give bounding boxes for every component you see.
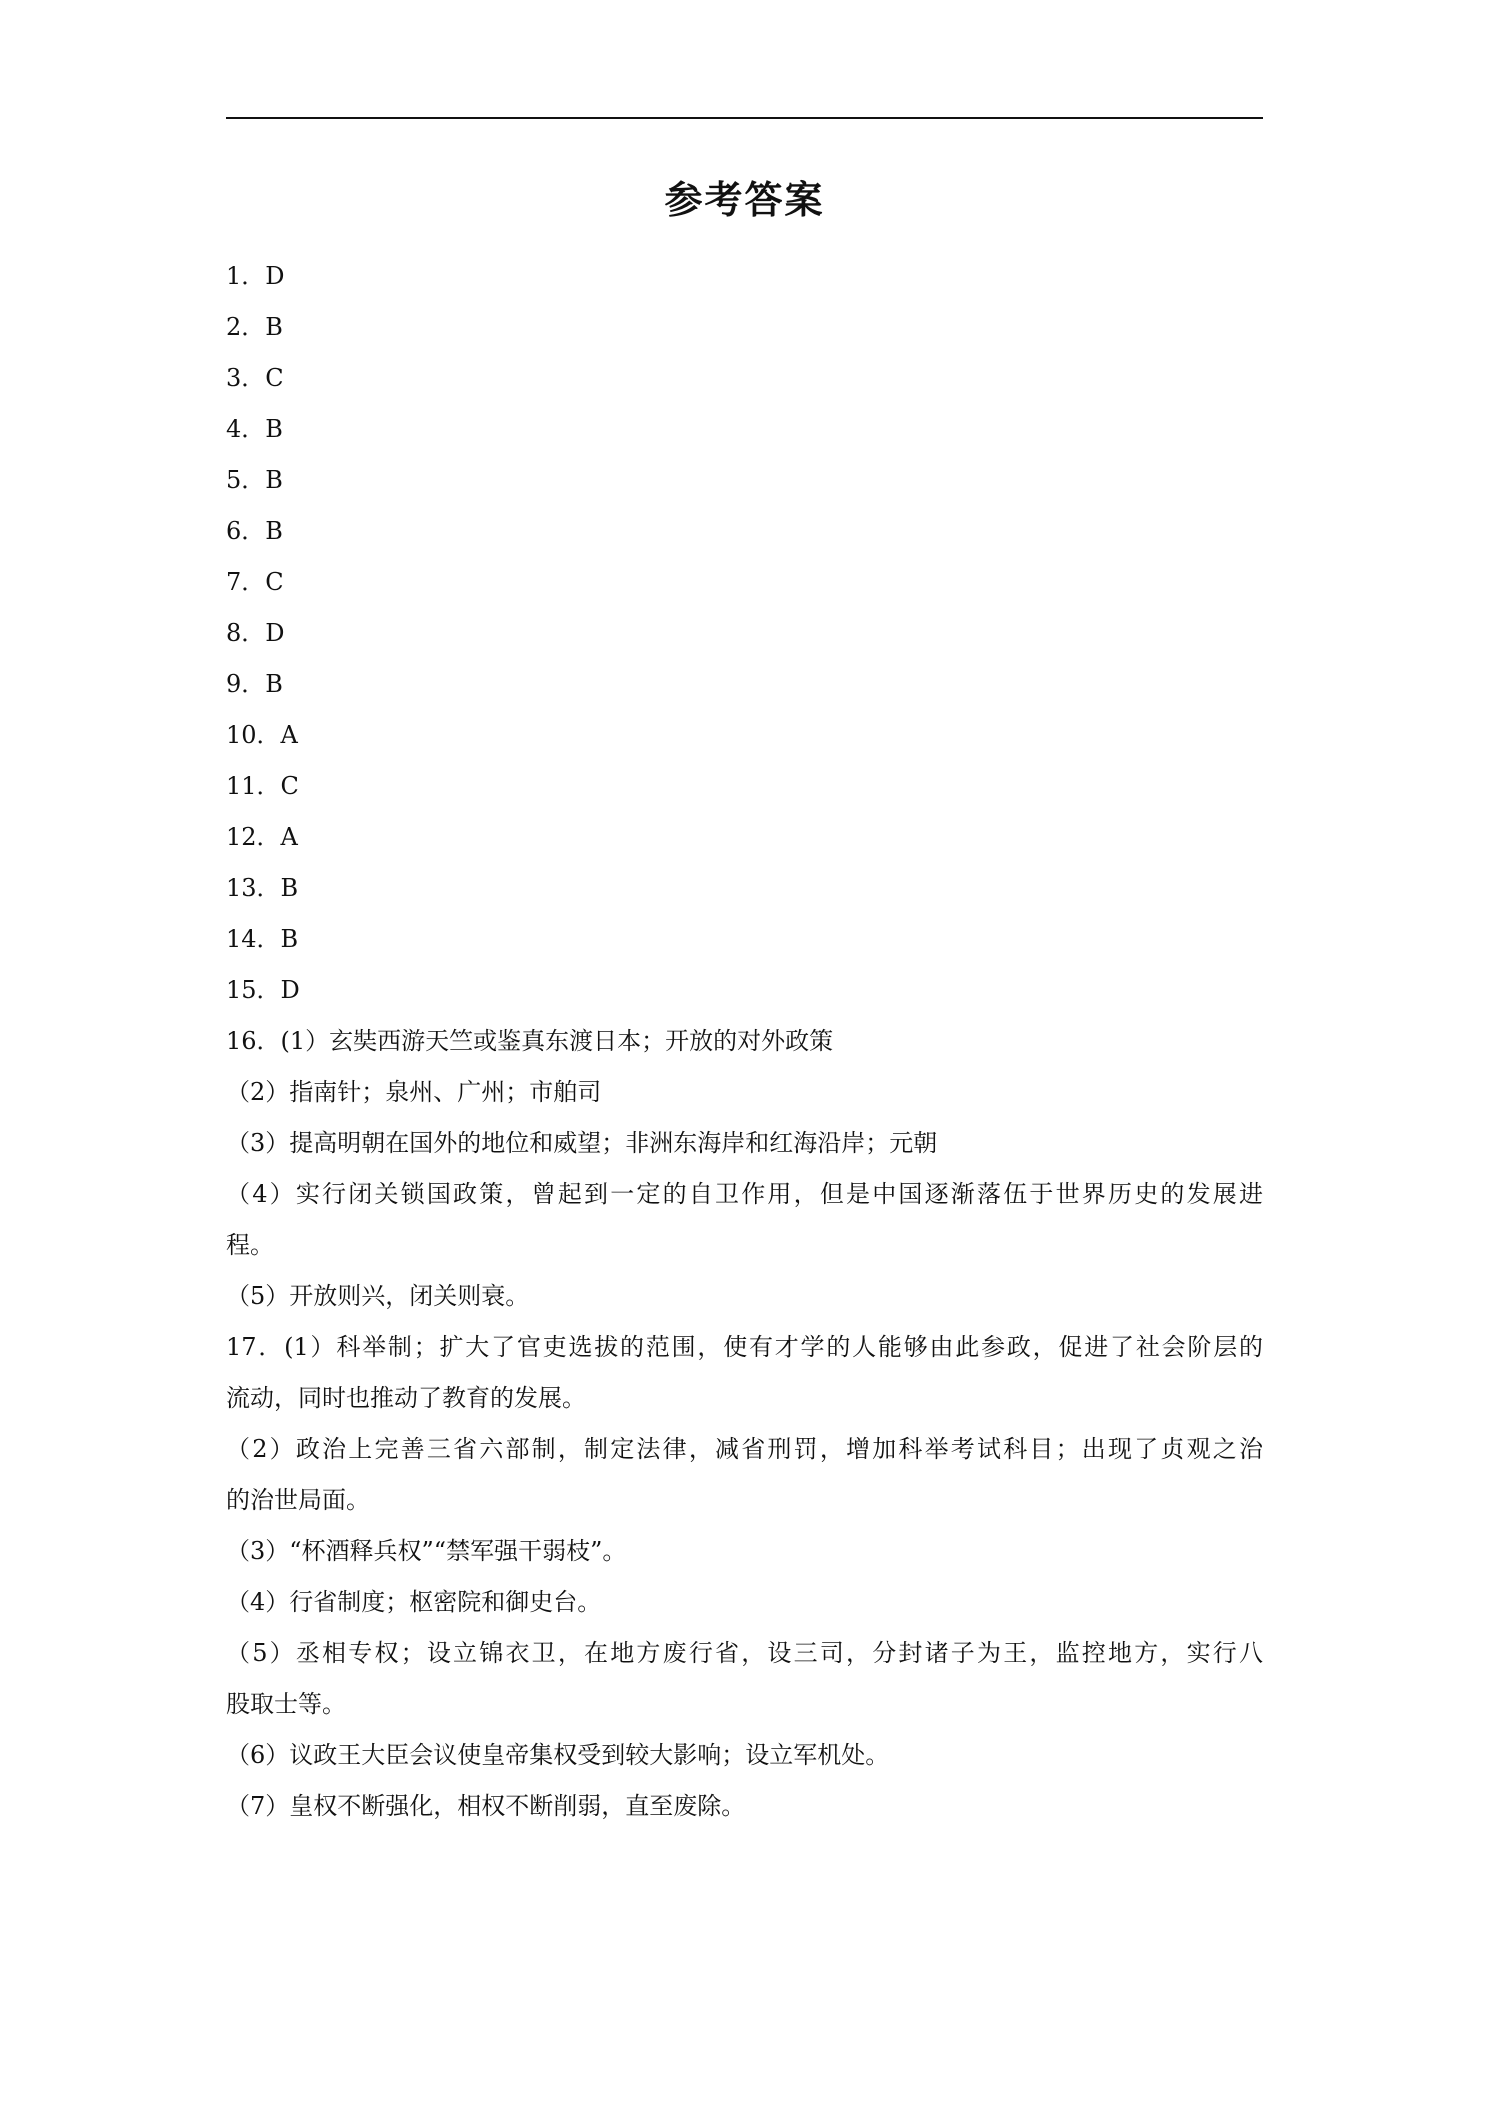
answer-line-1: 1．D <box>226 262 285 290</box>
answer-line-2: 2．B <box>226 313 283 341</box>
answer-16-part-3: （3）提高明朝在国外的地位和威望；非洲东海岸和红海沿岸；元朝 <box>226 1129 938 1157</box>
answer-line-15: 15．D <box>226 976 300 1004</box>
answer-17-part-6: （6）议政王大臣会议使皇帝集权受到较大影响；设立军机处。 <box>226 1741 890 1769</box>
page-title: 参考答案 <box>664 177 825 222</box>
answer-16-part-4-continued: 程。 <box>226 1231 274 1259</box>
answer-line-6: 6．B <box>226 517 283 545</box>
answer-17-part-4: （4）行省制度；枢密院和御史台。 <box>226 1588 602 1616</box>
answer-list <box>226 256 1263 1837</box>
answer-line-8: 8．D <box>226 619 285 647</box>
answer-16-part-5: （5）开放则兴，闭关则衰。 <box>226 1282 530 1310</box>
answer-17-part-5: （5）丞相专权；设立锦衣卫，在地方废行省，设三司，分封诸子为王，监控地方，实行八 <box>226 1639 1263 1667</box>
answer-17-part-2: （2）政治上完善三省六部制，制定法律，减省刑罚，增加科举考试科目；出现了贞观之治 <box>226 1435 1263 1463</box>
answer-17-part-1-continued: 流动，同时也推动了教育的发展。 <box>226 1384 586 1412</box>
answer-line-13: 13．B <box>226 874 299 902</box>
answer-line-9: 9．B <box>226 670 283 698</box>
answer-16-part-4: （4）实行闭关锁国政策，曾起到一定的自卫作用，但是中国逐渐落伍于世界历史的发展进 <box>226 1180 1263 1208</box>
answer-line-4: 4．B <box>226 415 283 443</box>
answer-17-part-3: （3）“杯酒释兵权”“禁军强干弱枝”。 <box>226 1537 627 1565</box>
answer-17-part-5-continued: 股取士等。 <box>226 1690 346 1718</box>
answer-line-11: 11．C <box>226 772 299 800</box>
answer-16-part-1: 16．(1）玄奘西游天竺或鉴真东渡日本；开放的对外政策 <box>226 1027 834 1055</box>
answer-line-5: 5．B <box>226 466 283 494</box>
answer-16-part-2: （2）指南针；泉州、广州；市舶司 <box>226 1078 602 1106</box>
header-rule <box>226 117 1263 119</box>
answer-line-10: 10．A <box>226 721 298 749</box>
answer-line-12: 12．A <box>226 823 298 851</box>
answer-line-14: 14．B <box>226 925 299 953</box>
answer-line-7: 7．C <box>226 568 284 596</box>
answer-17-part-7: （7）皇权不断强化，相权不断削弱，直至废除。 <box>226 1792 746 1820</box>
answer-17-part-1: 17．(1）科举制；扩大了官吏选拔的范围，使有才学的人能够由此参政，促进了社会阶层的 <box>226 1333 1263 1361</box>
answer-line-3: 3．C <box>226 364 284 392</box>
answer-17-part-2-continued: 的治世局面。 <box>226 1486 370 1514</box>
